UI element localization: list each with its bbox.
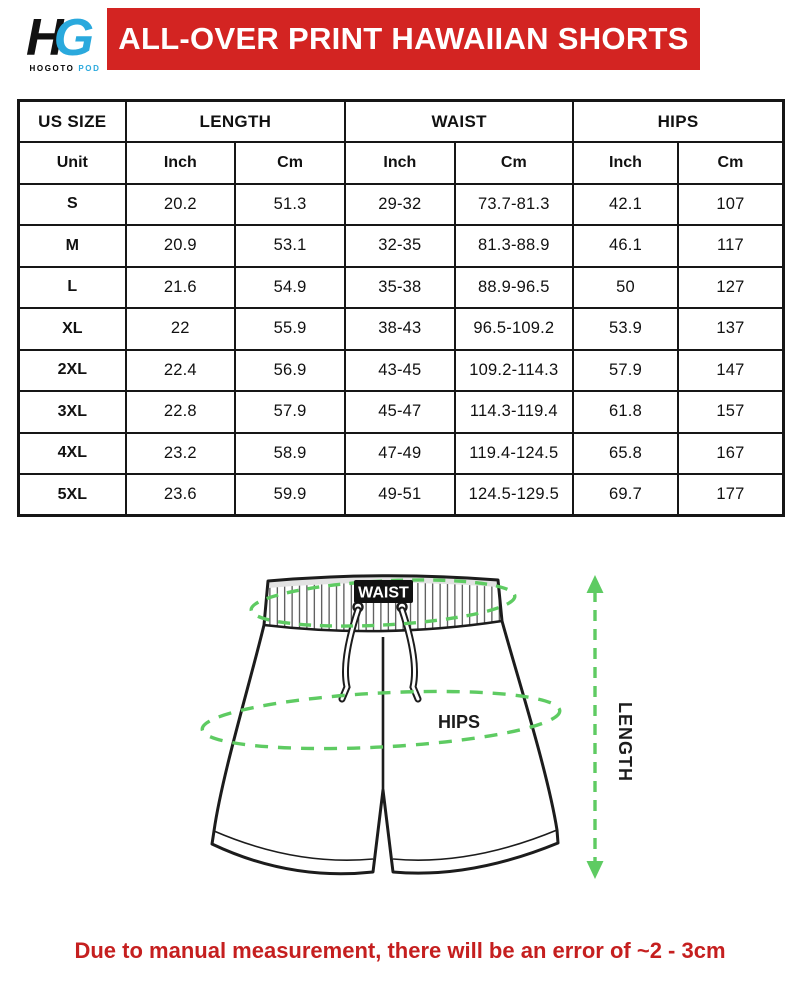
col-group-hips: HIPS [573,101,783,143]
table-cell: 167 [678,433,784,475]
table-cell: 20.9 [126,225,235,267]
size-cell: 5XL [19,474,126,516]
brand-name-secondary: POD [78,64,101,73]
shorts-outline [212,576,558,874]
table-cell: 49-51 [345,474,454,516]
table-cell: 23.6 [126,474,235,516]
brand-name [26,64,104,73]
table-unit-header-row [19,142,784,184]
table-cell: 43-45 [345,350,454,392]
unit-header-cell: Unit [19,142,126,184]
table-cell: 107 [678,184,784,226]
table-cell: 50 [573,267,678,309]
table-cell: 32-35 [345,225,454,267]
table-row [19,350,784,392]
table-row [19,433,784,475]
shorts-body-outline [212,576,558,874]
brand-logo [0,8,107,73]
hips-label: HIPS [437,712,481,732]
table-cell: 22.8 [126,391,235,433]
size-cell: 4XL [19,433,126,475]
table-cell: 127 [678,267,784,309]
table-cell: 29-32 [345,184,454,226]
table-cell: 51.3 [235,184,345,226]
measurement-disclaimer: Due to manual measurement, there will be an error of ~2 - 3cm [74,938,726,963]
table-cell: 53.1 [235,225,345,267]
table-cell: 119.4-124.5 [455,433,574,475]
table-row [19,184,784,226]
table-cell: 88.9-96.5 [455,267,574,309]
table-cell: 42.1 [573,184,678,226]
table-row [19,391,784,433]
unit-header-cell: Cm [455,142,574,184]
waist-label: WAIST [358,584,409,602]
table-cell: 20.2 [126,184,235,226]
arrow-down-icon [587,861,604,879]
table-cell: 137 [678,308,784,350]
table-row [19,225,784,267]
shorts-diagram-svg [165,547,635,907]
unit-header-cell: Inch [126,142,235,184]
arrow-up-icon [587,575,604,593]
table-cell: 117 [678,225,784,267]
size-cell: S [19,184,126,226]
table-cell: 53.9 [573,308,678,350]
table-cell: 81.3-88.9 [455,225,574,267]
unit-header-cell: Inch [573,142,678,184]
table-cell: 177 [678,474,784,516]
table-row [19,308,784,350]
unit-header-cell: Inch [345,142,454,184]
table-cell: 21.6 [126,267,235,309]
size-cell: XL [19,308,126,350]
table-cell: 47-49 [345,433,454,475]
table-row [19,474,784,516]
size-cell: 2XL [19,350,126,392]
table-cell: 38-43 [345,308,454,350]
table-cell: 73.7-81.3 [455,184,574,226]
table-cell: 57.9 [235,391,345,433]
table-cell: 23.2 [126,433,235,475]
table-cell: 58.9 [235,433,345,475]
table-cell: 35-38 [345,267,454,309]
table-cell: 69.7 [573,474,678,516]
table-cell: 45-47 [345,391,454,433]
table-cell: 147 [678,350,784,392]
brand-name-primary: HOGOTO [29,64,75,73]
size-cell: M [19,225,126,267]
table-cell: 65.8 [573,433,678,475]
table-cell: 55.9 [235,308,345,350]
table-cell: 54.9 [235,267,345,309]
table-cell: 56.9 [235,350,345,392]
col-group-us-size: US SIZE [19,101,126,143]
logo-letter-h: H [26,9,54,67]
table-cell: 57.9 [573,350,678,392]
col-group-length: LENGTH [126,101,346,143]
table-cell: 22 [126,308,235,350]
logo-letter-g: G [53,9,85,67]
table-cell: 157 [678,391,784,433]
page-title: ALL-OVER PRINT HAWAIIAN SHORTS [118,21,689,56]
col-group-waist: WAIST [345,101,573,143]
unit-header-cell: Cm [678,142,784,184]
table-cell: 61.8 [573,391,678,433]
size-table [17,99,785,517]
size-cell: L [19,267,126,309]
table-cell: 124.5-129.5 [455,474,574,516]
table-cell: 22.4 [126,350,235,392]
table-cell: 114.3-119.4 [455,391,574,433]
table-cell: 96.5-109.2 [455,308,574,350]
unit-header-cell: Cm [235,142,345,184]
size-cell: 3XL [19,391,126,433]
shorts-measurement-diagram [165,547,635,912]
table-group-header-row [19,101,784,143]
table-cell: 59.9 [235,474,345,516]
table-row [19,267,784,309]
table-cell: 109.2-114.3 [455,350,574,392]
title-banner [107,8,700,70]
brand-logo-mark [26,9,107,67]
length-label: LENGTH [615,702,635,782]
table-cell: 46.1 [573,225,678,267]
header [0,0,800,73]
